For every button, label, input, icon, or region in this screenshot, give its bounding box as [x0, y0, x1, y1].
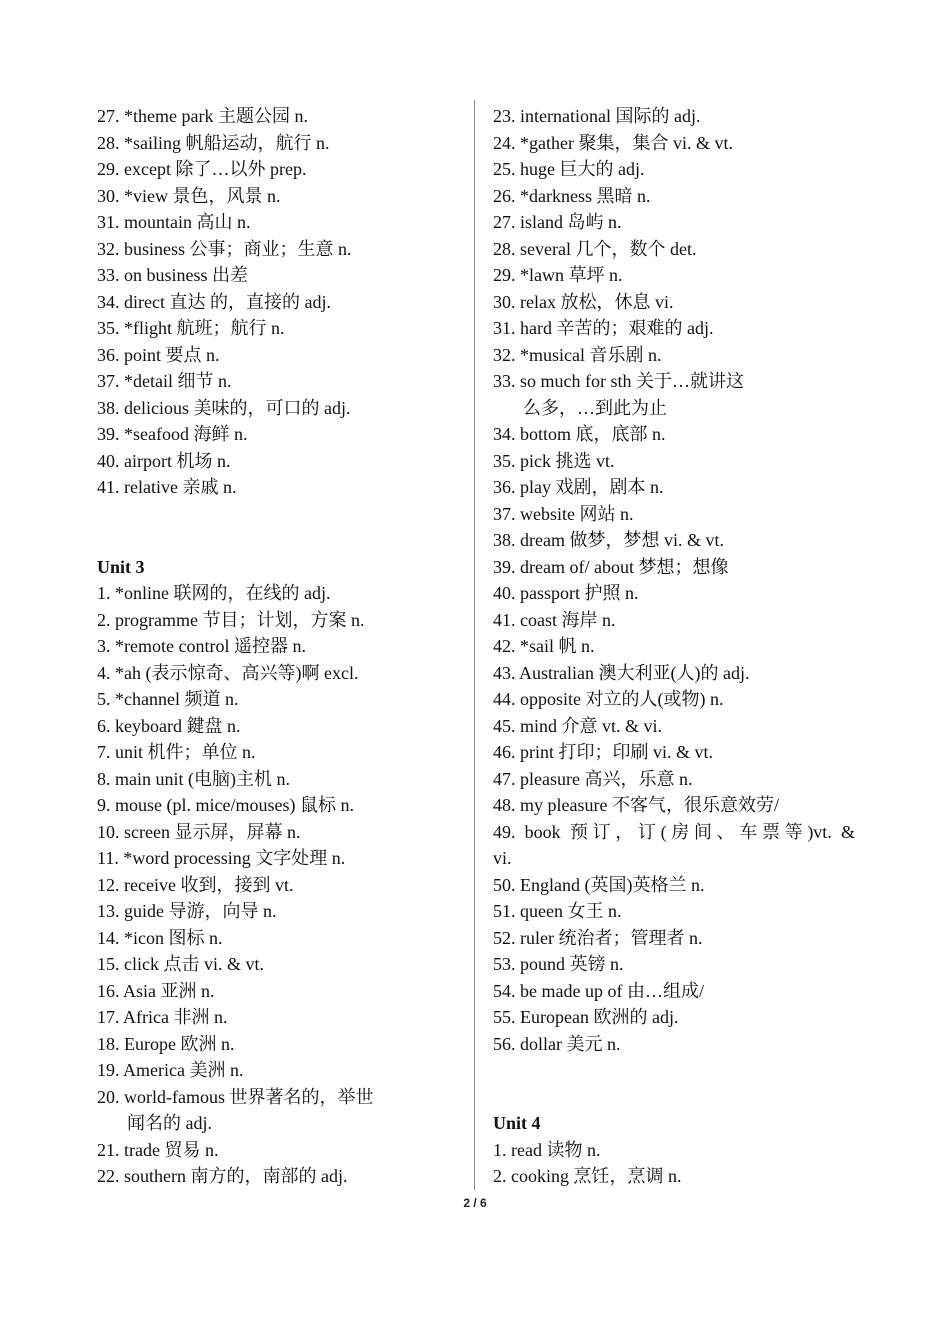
vocab-line: 15. click 点击 vi. & vt.	[97, 954, 264, 974]
vocab-line: 34. direct 直达 的，直接的 adj.	[97, 291, 331, 312]
vocab-line: 23. international 国际的 adj.	[493, 106, 701, 126]
vocab-line-continuation: vi.	[493, 848, 512, 868]
vocab-line: 2. cooking 烹饪，烹调 n.	[493, 1166, 682, 1186]
vocab-line: 39. dream of/ about 梦想；想像	[493, 556, 729, 577]
vocab-line: 32. business 公事；商业；生意 n.	[97, 238, 352, 259]
unit-3-heading: Unit 3	[97, 556, 145, 577]
vocab-line: 36. point 要点 n.	[97, 344, 220, 365]
vocab-list-unit3	[97, 580, 417, 1110]
vocab-list-unit3-cont-2	[493, 421, 855, 819]
vocab-line: 25. huge 巨大的 adj.	[493, 159, 645, 179]
vocab-line: 4. *ah (表示惊奇、高兴等)啊 excl.	[97, 662, 359, 683]
vocab-line: 38. delicious 美味的，可口的 adj.	[97, 397, 351, 418]
unit-4-heading: Unit 4	[493, 1113, 541, 1133]
vocab-line: 31. hard 辛苦的；艰难的 adj.	[493, 318, 714, 338]
vocab-line: 41. coast 海岸 n.	[493, 609, 616, 630]
vocab-line: 35. pick 挑选 vt.	[493, 450, 615, 471]
vocab-line: 1. read 读物 n.	[493, 1139, 601, 1160]
vocab-line: 33. on business 出差	[97, 265, 249, 285]
vocab-list-unit3-more	[97, 1137, 417, 1190]
vocab-line: 9. mouse (pl. mice/mouses) 鼠标 n.	[97, 795, 354, 815]
vocab-line: 52. ruler 统治者；管理者 n.	[493, 927, 703, 948]
vocab-line: 30. relax 放松，休息 vi.	[493, 291, 674, 312]
vocab-line: 50. England (英国)英格兰 n.	[493, 874, 705, 895]
vocab-line: 17. Africa 非洲 n.	[97, 1007, 228, 1027]
vocab-line: 42. *sail 帆 n.	[493, 636, 595, 656]
vocab-line: 43. Australian 澳大利亚(人)的 adj.	[493, 662, 750, 683]
right-column	[493, 103, 855, 1190]
vocab-line: 31. mountain 高山 n.	[97, 212, 251, 232]
vocab-line: 16. Asia 亚洲 n.	[97, 980, 215, 1001]
vocab-line: 22. southern 南方的，南部的 adj.	[97, 1166, 348, 1186]
vocab-list-unit4	[493, 1137, 855, 1190]
vocab-line: 29. *lawn 草坪 n.	[493, 265, 623, 285]
vocab-line: 55. European 欧洲的 adj.	[493, 1007, 679, 1027]
page-number: 2 / 6	[463, 1196, 487, 1210]
vocab-line: 32. *musical 音乐剧 n.	[493, 344, 662, 365]
vocab-line: 5. *channel 频道 n.	[97, 689, 239, 709]
left-column	[97, 103, 417, 1190]
vocab-line: 1. *online 联网的，在线的 adj.	[97, 583, 331, 603]
vocab-line: 56. dollar 美元 n.	[493, 1033, 621, 1054]
vocab-line: 28. several 几个，数个 det.	[493, 238, 697, 259]
vocab-line: 46. print 打印；印刷 vi. & vt.	[493, 742, 713, 762]
vocab-line: 34. bottom 底，底部 n.	[493, 424, 666, 444]
column-divider	[474, 100, 475, 1190]
vocab-line: 40. passport 护照 n.	[493, 583, 639, 603]
vocab-line: 53. pound 英镑 n.	[493, 954, 624, 974]
vocab-line: 12. receive 收到，接到 vt.	[97, 874, 294, 895]
vocab-line: 27. *theme park 主题公园 n.	[97, 106, 308, 126]
vocab-line: 6. keyboard 鍵盘 n.	[97, 715, 241, 736]
vocab-line: 26. *darkness 黑暗 n.	[493, 185, 651, 206]
vocab-line: 40. airport 机场 n.	[97, 450, 231, 471]
vocab-line: 44. opposite 对立的人(或物) n.	[493, 689, 724, 709]
vocab-line: 30. *view 景色，风景 n.	[97, 185, 281, 206]
vocab-line: 37. website 网站 n.	[493, 503, 634, 524]
vocab-line: 47. pleasure 高兴，乐意 n.	[493, 768, 693, 789]
vocab-line: 19. America 美洲 n.	[97, 1060, 244, 1080]
vocab-line: 39. *seafood 海鲜 n.	[97, 424, 248, 444]
vocab-list-unit3-cont-3	[493, 872, 855, 1058]
vocab-line-continuation: 么多，…到此为止	[523, 397, 667, 418]
vocab-line: 38. dream 做梦，梦想 vi. & vt.	[493, 530, 724, 550]
vocab-line: 37. *detail 细节 n.	[97, 371, 232, 391]
vocab-line: 36. play 戏剧，剧本 n.	[493, 477, 664, 497]
vocab-line: 28. *sailing 帆船运动，航行 n.	[97, 132, 330, 153]
vocab-line: 24. *gather 聚集，集合 vi. & vt.	[493, 132, 733, 153]
vocab-line: 48. my pleasure 不客气，很乐意效劳/	[493, 795, 779, 815]
vocab-line: 29. except 除了…以外 prep.	[97, 159, 307, 179]
vocab-list-unit2-end	[97, 103, 417, 501]
vocab-line: 45. mind 介意 vt. & vi.	[493, 715, 663, 736]
vocab-line: 2. programme 节目；计划，方案 n.	[97, 609, 365, 630]
vocab-line: 10. screen 显示屏，屏幕 n.	[97, 821, 301, 842]
vocab-line: 41. relative 亲戚 n.	[97, 477, 237, 497]
vocab-line: 51. queen 女王 n.	[493, 901, 622, 921]
vocab-line: 7. unit 机件；单位 n.	[97, 742, 256, 762]
vocab-line: 35. *flight 航班；航行 n.	[97, 318, 285, 338]
section-gap	[493, 1057, 855, 1110]
vocab-line: 18. Europe 欧洲 n.	[97, 1033, 235, 1054]
vocab-line: 13. guide 导游，向导 n.	[97, 901, 277, 921]
vocab-line: 33. so much for sth 关于…就讲这	[493, 371, 744, 391]
section-gap	[97, 501, 417, 554]
vocab-line: 14. *icon 图标 n.	[97, 927, 223, 948]
vocab-line: 49. book 预订，订(房间、车票等)vt. &	[493, 821, 855, 842]
vocab-line: 11. *word processing 文字处理 n.	[97, 848, 346, 868]
vocab-line-continuation: 闻名的 adj.	[127, 1113, 212, 1133]
vocab-list-unit3-cont	[493, 103, 855, 395]
vocab-line: 20. world-famous 世界著名的，举世	[97, 1086, 374, 1107]
vocab-line: 54. be made up of 由…组成/	[493, 980, 704, 1001]
vocab-line: 21. trade 贸易 n.	[97, 1139, 219, 1160]
vocab-line: 8. main unit (电脑)主机 n.	[97, 768, 290, 789]
vocab-line: 27. island 岛屿 n.	[493, 212, 622, 232]
vocab-line: 3. *remote control 遥控器 n.	[97, 636, 306, 656]
